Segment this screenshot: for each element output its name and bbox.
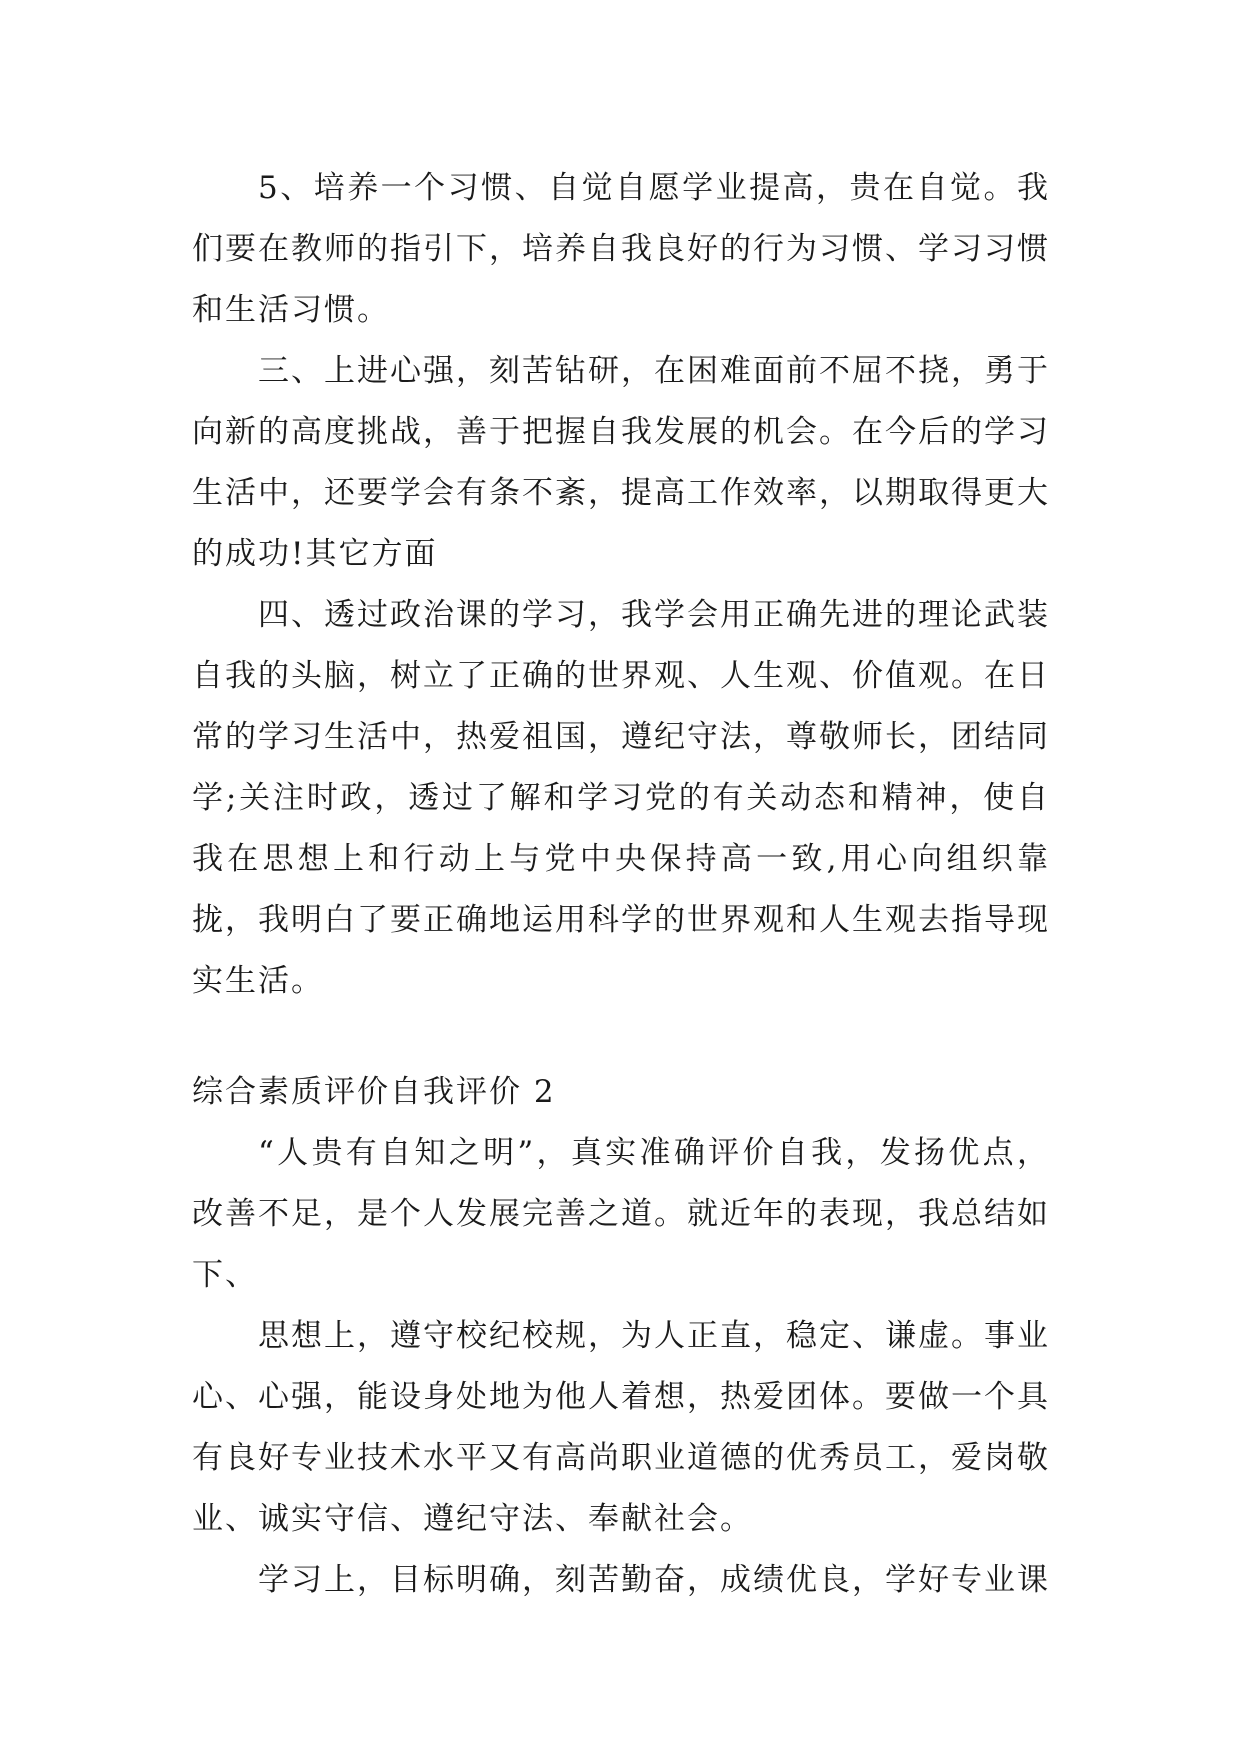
section-title: 综合素质评价自我评价 2 xyxy=(192,1074,556,1110)
document-body xyxy=(192,158,1050,1611)
paragraph-politics: 四、透过政治课的学习，我学会用正确先进的理论武装自我的头脑，树立了正确的世界观、人生观、价值观。在日常的学习生活中，热爱祖国，遵纪守法，尊敬师长，团结同学;关注时政，透过了解和学习党的有关动态和精神，使自我在思想上和行动上与党中央保持高一致,用心向组织靠拢，我明白了要正确地运用科学的世界观和人生观去指导现实生活。 xyxy=(192,597,1050,999)
paragraph-progress: 三、上进心强，刻苦钻研，在困难面前不屈不挠，勇于向新的高度挑战，善于把握自我发展的机会。在今后的学习生活中，还要学会有条不紊，提高工作效率，以期取得更大的成功!其它方面 xyxy=(192,353,1050,572)
paragraph-habit: 5、培养一个习惯、自觉自愿学业提高，贵在自觉。我们要在教师的指引下，培养自我良好的行为习惯、学习习惯和生活习惯。 xyxy=(192,170,1050,328)
paragraph-study: 学习上，目标明确，刻苦勤奋，成绩优良，学好专业课 xyxy=(258,1562,1050,1598)
paragraph-ideology: 思想上，遵守校纪校规，为人正直，稳定、谦虚。事业心、心强，能设身处地为他人着想，热爱团体。要做一个具有良好专业技术水平又有高尚职业道德的优秀员工，爱岗敬业、诚实守信、遵纪守法、奉献社会。 xyxy=(192,1318,1050,1537)
paragraph-self-knowledge: “人贵有自知之明”，真实准确评价自我，发扬优点，改善不足，是个人发展完善之道。就近年的表现，我总结如下、 xyxy=(192,1135,1050,1293)
